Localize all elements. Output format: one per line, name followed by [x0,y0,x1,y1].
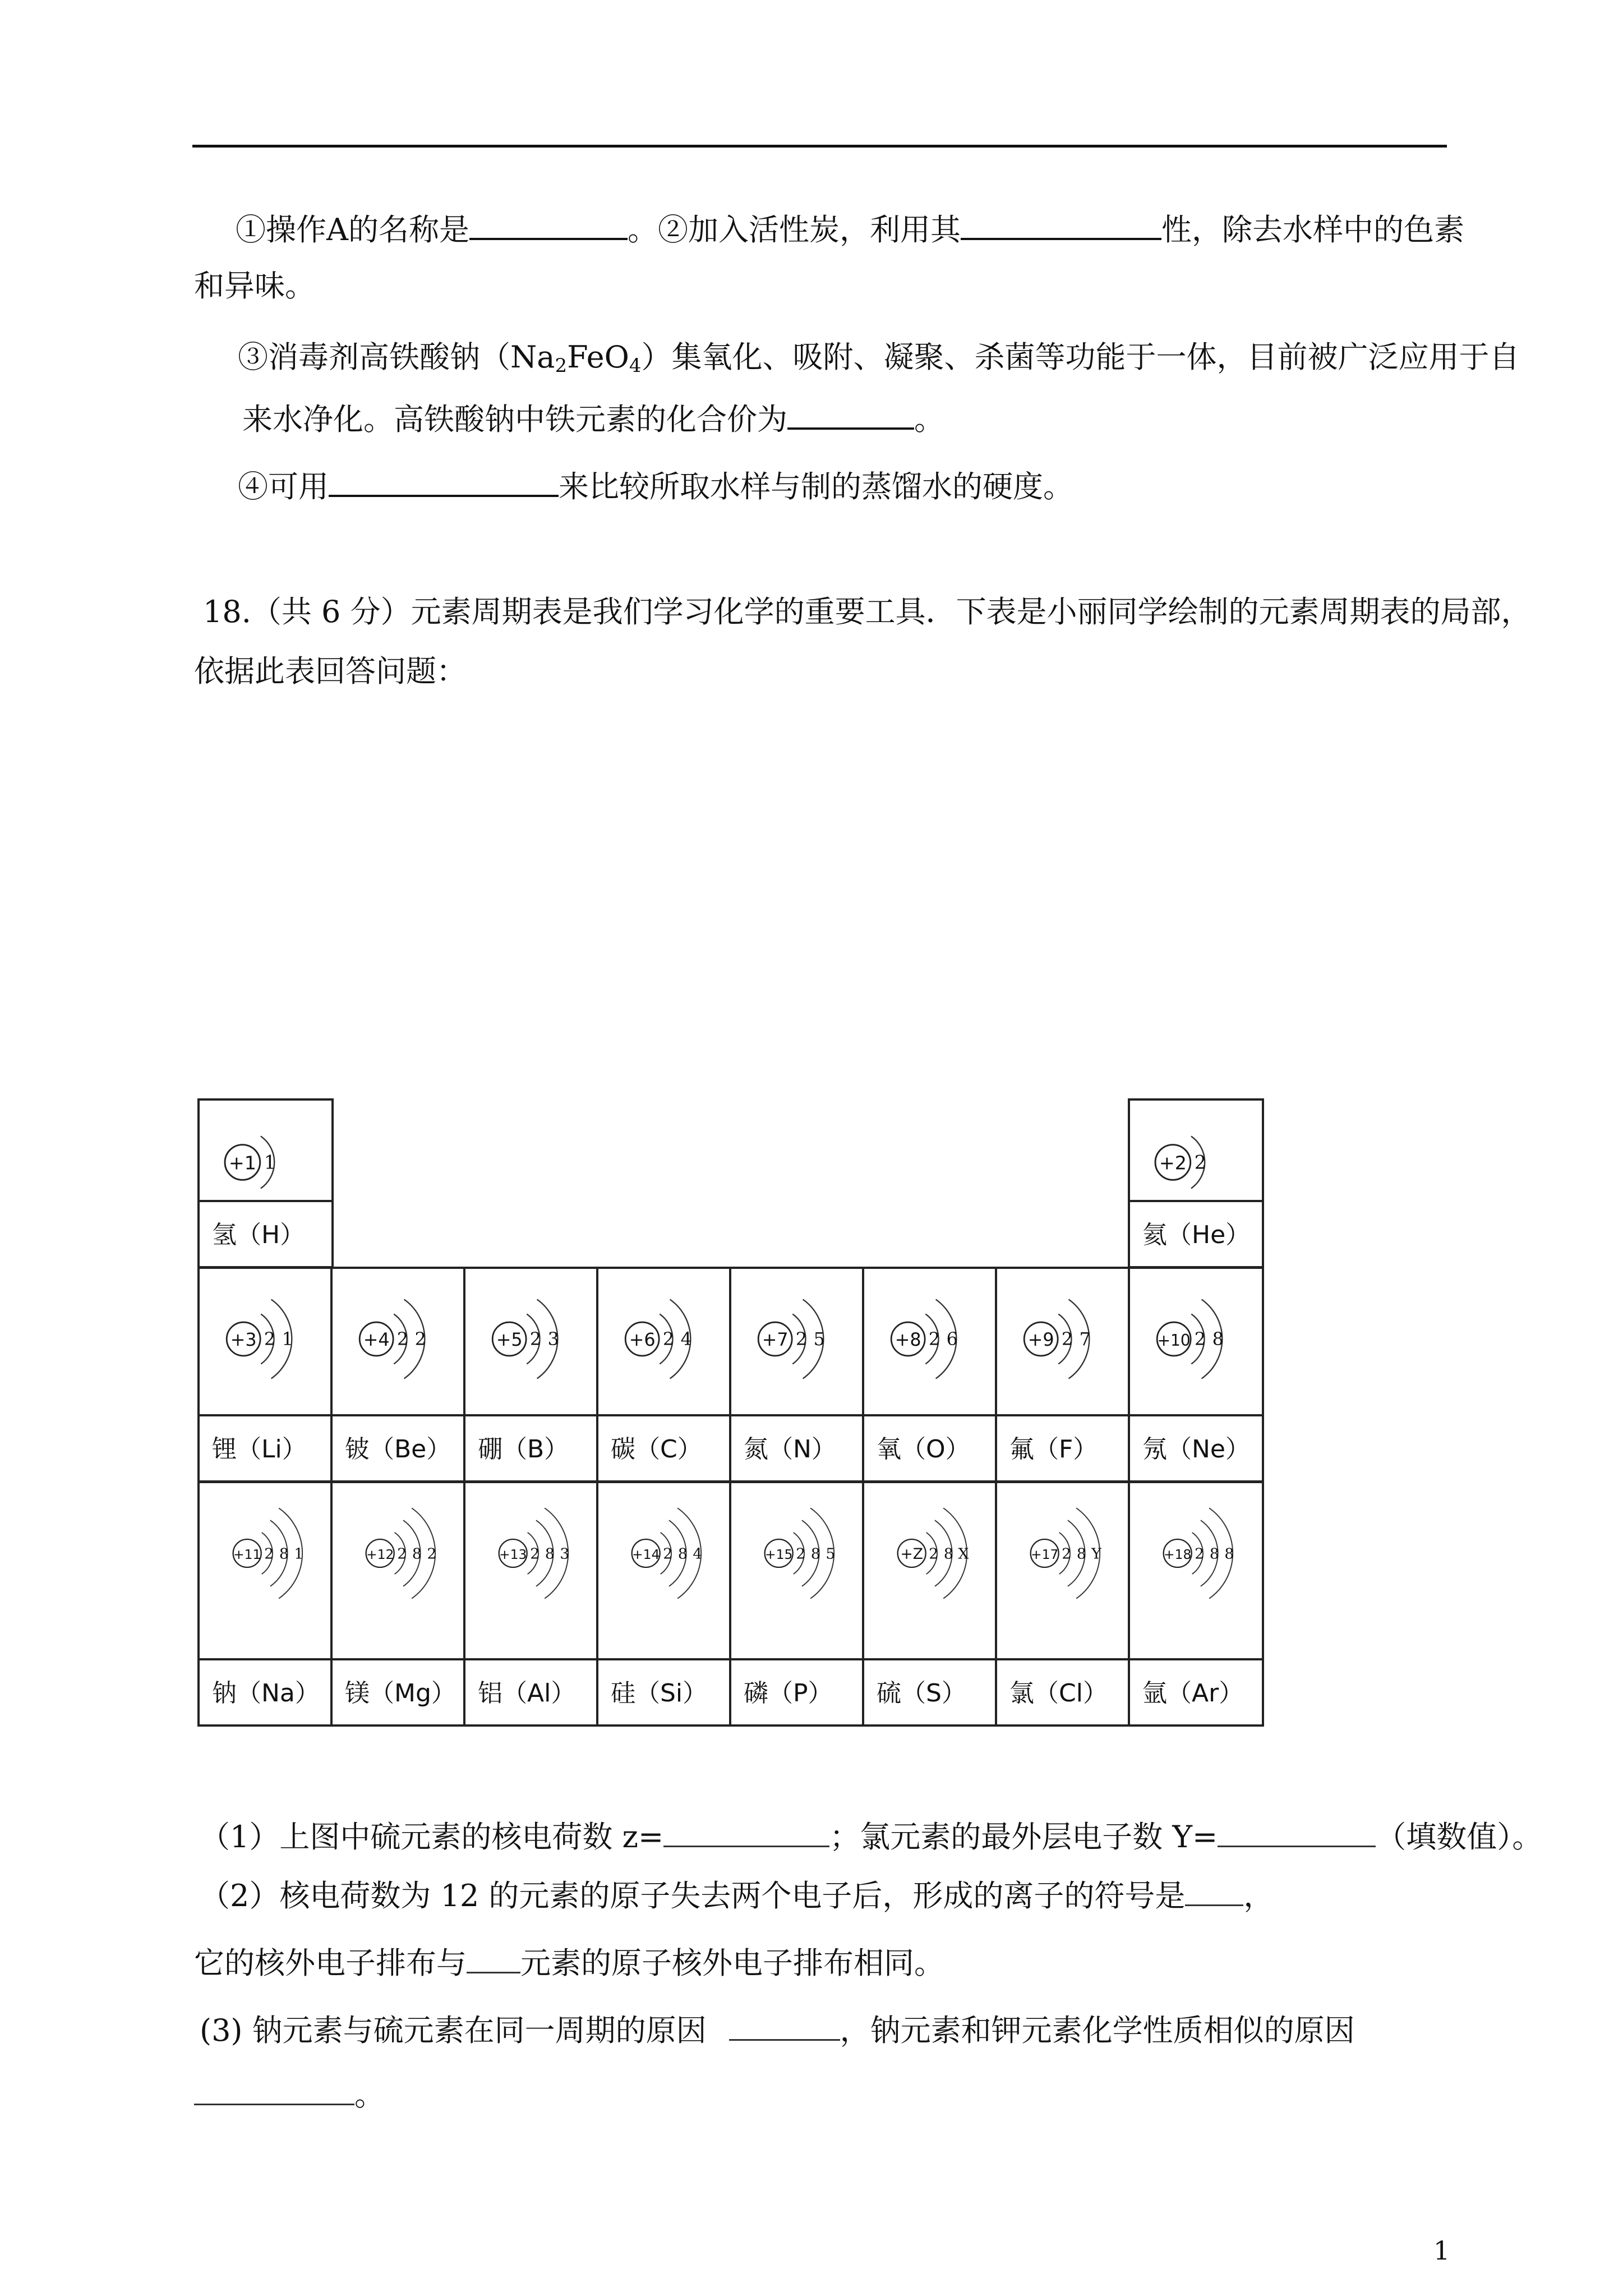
element-cell [1128,1267,1264,1483]
atom-structure-diagram [598,1269,730,1409]
shell-electron-count: 1 [264,1151,276,1174]
shell-electron-count: 2 [414,1328,426,1350]
element-cell [596,1481,732,1727]
q17-text: ③消毒剂高铁酸钠（Na [238,339,555,375]
element-name: 氖（Ne） [1130,1414,1262,1480]
element-name: 钠（Na） [200,1658,331,1724]
element-cell [995,1481,1131,1727]
answer-blank-ion-symbol[interactable] [1185,1876,1243,1906]
shell-electron-count: 2 [1195,1545,1205,1563]
shell-electron-count: 8 [1076,1545,1086,1563]
shell-electron-count: 3 [547,1328,559,1350]
element-name: 氟（F） [997,1414,1129,1480]
element-name: 碳（C） [598,1414,730,1480]
shell-electron-count: 8 [1212,1328,1224,1350]
shell-electron-count: 5 [826,1545,836,1563]
q17-text: ）集氧化、吸附、凝聚、杀菌等功能于一体，目前被广泛应用于自 [641,339,1520,375]
atom-structure-diagram [997,1269,1129,1409]
atom-structure-diagram [598,1483,730,1623]
nucleus-charge: +2 [1159,1152,1187,1174]
element-name: 铝（Al） [465,1658,597,1724]
shell-electron-count: 2 [1061,1328,1073,1350]
shell-electron-count: 7 [1079,1328,1091,1350]
atom-structure-diagram [864,1483,996,1623]
shell-electron-count: 2 [662,1328,675,1350]
nucleus-charge: +12 [366,1547,394,1563]
nucleus-charge: +5 [496,1329,523,1351]
element-cell [330,1481,467,1727]
shell-electron-count: 2 [396,1328,409,1350]
shell-electron-count: 2 [529,1328,542,1350]
nucleus-charge: +11 [233,1547,261,1563]
element-cell [1128,1098,1264,1268]
element-name: 氦（He） [1130,1200,1262,1266]
page-number: 1 [1433,2235,1450,2266]
shell-electron-count: 2 [264,1328,276,1350]
atom-structure-diagram [200,1269,331,1409]
shell-electron-count: 8 [1224,1545,1234,1563]
shell-electron-count: 2 [928,1328,940,1350]
element-cell [330,1267,467,1483]
shell-electron-count: 4 [693,1545,703,1563]
element-cell [463,1267,600,1483]
element-cell [862,1267,998,1483]
shell-electron-count: 2 [427,1545,437,1563]
element-name: 氢（H） [200,1200,331,1266]
shell-electron-count: 2 [264,1545,274,1563]
q18-text: （2）核电荷数为 12 的元素的原子失去两个电子后，形成的离子的符号是 [200,1878,1186,1913]
atom-structure-diagram [465,1483,597,1623]
nucleus-charge: +13 [499,1547,527,1563]
shell-electron-count: 8 [279,1545,289,1563]
shell-electron-count: 3 [560,1545,570,1563]
shell-electron-count: 2 [397,1545,407,1563]
atom-structure-diagram [465,1269,597,1409]
q18-text: 18.（共 6 分）元素周期表是我们学习化学的重要工具．下表是小丽同学绘制的元素周期表的局部， [203,594,1532,629]
shell-electron-count: 8 [943,1545,953,1563]
header-rule [192,145,1447,148]
shell-electron-count: 6 [946,1328,958,1350]
element-cell [1128,1481,1264,1727]
answer-blank-z[interactable] [663,1818,829,1847]
nucleus-charge: +15 [764,1547,793,1563]
element-cell [729,1481,865,1727]
element-name: 磷（P） [731,1658,863,1724]
q18-sub-3-cont [194,2076,385,2115]
answer-blank-valence[interactable] [787,398,914,430]
element-cell [596,1267,732,1483]
q18-sub-2-cont [194,1944,944,1983]
atom-structure-diagram [864,1269,996,1409]
shell-electron-count: 2 [796,1545,806,1563]
element-name: 硫（S） [864,1658,996,1724]
q17-text: FeO [567,339,629,375]
element-cell [197,1267,334,1483]
shell-electron-count: 8 [412,1545,422,1563]
nucleus-charge: +17 [1030,1547,1059,1563]
atom-structure-diagram [997,1483,1129,1623]
shell-electron-count: 2 [1062,1545,1072,1563]
q18-sub-2 [200,1876,1274,1916]
q17-text: 。②加入活性炭，利用其 [628,212,961,247]
element-name: 铍（Be） [333,1414,464,1480]
q18-text: （填数值）。 [1376,1819,1543,1855]
shell-electron-count: 2 [1194,1328,1206,1350]
element-name: 氮（N） [731,1414,863,1480]
shell-electron-count: 5 [813,1328,825,1350]
shell-electron-count: 1 [282,1328,293,1350]
q18-stem-line-2 [194,652,467,691]
shell-electron-count: Y [1091,1545,1101,1563]
q17-text: ①操作A的名称是 [236,212,469,247]
q18-text: ， [1243,1878,1274,1913]
element-cell [729,1267,865,1483]
answer-blank-operation-a[interactable] [469,209,628,240]
element-name: 硼（B） [465,1414,597,1480]
element-cell [463,1481,600,1727]
element-cell [197,1481,334,1727]
element-cell [197,1098,334,1268]
shell-electron-count: 1 [294,1545,304,1563]
subscript: 2 [555,355,568,377]
atom-structure-diagram [731,1483,863,1623]
shell-electron-count: 2 [663,1545,673,1563]
shell-electron-count: 8 [677,1545,688,1563]
q17-text: ④可用 [238,469,329,504]
q18-sub-1 [200,1818,1542,1857]
shell-electron-count: 2 [1194,1151,1206,1174]
q18-text: 它的核外电子排布与 [194,1945,467,1981]
q17-text: 来水净化。高铁酸钠中铁元素的化合价为 [242,402,787,437]
answer-blank-similar-property[interactable] [194,2076,354,2105]
element-name: 氧（O） [864,1414,996,1480]
nucleus-charge: +Z [900,1545,923,1563]
shell-electron-count: 4 [680,1328,692,1350]
nucleus-charge: +7 [762,1329,789,1351]
q18-text: （1）上图中硫元素的核电荷数 z= [200,1819,664,1855]
element-cell [862,1481,998,1727]
element-name: 氩（Ar） [1130,1658,1262,1724]
shell-electron-count: X [958,1545,969,1563]
element-name: 锂（Li） [200,1414,331,1480]
shell-electron-count: 2 [795,1328,808,1350]
q17-text: 性，除去水样中的色素 [1161,212,1464,247]
atom-structure-diagram [333,1483,464,1623]
q18-stem-line-1 [203,592,1532,632]
atom-structure-diagram [200,1483,331,1623]
atom-structure-diagram [1130,1269,1262,1409]
answer-blank-reagent[interactable] [329,466,559,497]
q18-text: ；氯元素的最外层电子数 Y= [829,1819,1218,1855]
q17-text: 。 [914,402,944,437]
element-name: 硅（Si） [598,1658,730,1724]
nucleus-charge: +14 [631,1547,660,1563]
shell-electron-count: 8 [810,1545,820,1563]
nucleus-charge: +6 [629,1329,656,1351]
atom-structure-diagram [333,1269,464,1409]
periodic-table-figure [197,1098,1278,1727]
nucleus-charge: +10 [1157,1331,1191,1350]
q17-line-2 [194,266,315,306]
q18-text: 。 [354,2077,385,2113]
q17-line-3 [238,338,1519,385]
q18-text: 依据此表回答问题： [194,654,467,689]
answer-blank-y[interactable] [1218,1818,1376,1847]
element-name: 镁（Mg） [333,1658,464,1724]
atom-structure-diagram [1130,1483,1262,1623]
q18-text: 元素的原子核外电子排布相同。 [520,1945,944,1981]
nucleus-charge: +9 [1027,1329,1054,1351]
nucleus-charge: +1 [228,1152,256,1174]
q17-line-4 [242,398,944,439]
q18-sub-3 [200,2011,1355,2050]
q17-line-1 [236,209,1464,250]
element-cell [995,1267,1131,1483]
q17-text: 来比较所取水样与制的蒸馏水的硬度。 [559,469,1073,504]
atom-structure-diagram [731,1269,863,1409]
q17-text: 和异味。 [194,268,315,303]
nucleus-charge: +18 [1163,1547,1192,1563]
subscript: 4 [629,355,642,377]
element-name: 氯（Cl） [997,1658,1129,1724]
q18-text: (3) 钠元素与硫元素在同一周期的原因 [200,2013,707,2048]
shell-electron-count: 8 [545,1545,555,1563]
nucleus-charge: +4 [363,1329,390,1351]
nucleus-charge: +8 [895,1329,921,1351]
answer-blank-same-element[interactable] [467,1944,520,1973]
answer-blank-adsorption[interactable] [961,209,1161,240]
q18-text: ，钠元素和钾元素化学性质相似的原因 [840,2013,1355,2048]
shell-electron-count: 2 [929,1545,939,1563]
nucleus-charge: +3 [230,1329,257,1351]
q17-line-5 [238,466,1073,507]
shell-electron-count: 2 [530,1545,540,1563]
shell-electron-count: 8 [1209,1545,1219,1563]
answer-blank-same-period[interactable] [729,2011,840,2041]
